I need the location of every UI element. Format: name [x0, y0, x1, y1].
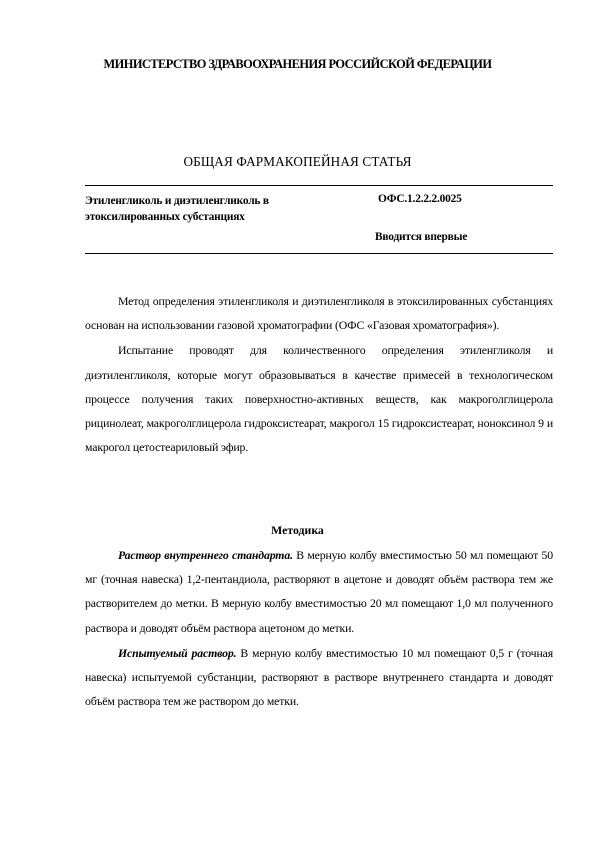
article-name: [85, 193, 355, 225]
test-solution-paragraph: [85, 641, 553, 714]
test-solution-label: Испытуемый раствор.: [118, 645, 237, 660]
method-section: [85, 543, 553, 713]
document-type-title: ОБЩАЯ ФАРМАКОПЕЙНАЯ СТАТЬЯ: [183, 154, 412, 169]
introduced-note: Вводится впервые: [375, 231, 468, 243]
intro-paragraph-2: Испытание проводят для количественного определения этиленгликоля и диэтиленгликоля, которые могут образовываться в качестве примесей в технологическом процессе получения таких поверхностно-активных веществ, как макроголглицерола рицинолеат, макроголглицерола гидроксистеарат, макрогол 15 гидроксистеарат, ноноксинол 9 и макрогол цетостеариловый эфир.: [85, 343, 553, 455]
article-code: ОФС.1.2.2.2.0025: [378, 193, 462, 205]
internal-standard-text: В мерную колбу вместимостью 50 мл помещают 50 мг (точная навеска) 1,2-пентандиола, растворяют в ацетоне и доводят объём раствора тем же растворителем до метки. В мерную колбу вместимостью 20 мл помещают 1,0 мл полученного раствора и доводят объём раствора ацетоном до метки.: [85, 548, 553, 635]
intro-section: [85, 289, 553, 459]
internal-standard-paragraph: [85, 543, 553, 640]
ministry-heading: МИНИСТЕРСТВО ЗДРАВООХРАНЕНИЯ РОССИЙСКОЙ ФЕДЕРАЦИИ: [103, 57, 492, 71]
header-top-rule: [85, 185, 553, 186]
method-heading: Методика: [271, 523, 324, 537]
test-solution-text: В мерную колбу вместимостью 10 мл помещают 0,5 г (точная навеска) испытуемой субстанции, растворяют в растворе внутреннего стандарта и доводят объём раствора тем же раствором до метки.: [85, 645, 553, 709]
intro-paragraph-1: Метод определения этиленгликоля и диэтиленгликоля в этоксилированных субстанциях основан на использовании газовой хроматографии (ОФС «Газовая хроматография»).: [85, 294, 553, 333]
header-bottom-rule: [85, 253, 553, 254]
internal-standard-label: Раствор внутреннего стандарта.: [118, 548, 293, 562]
article-name-line1: Этиленгликоль и диэтиленгликоль в: [85, 195, 269, 207]
article-name-line2: этоксилированных субстанциях: [85, 211, 245, 223]
